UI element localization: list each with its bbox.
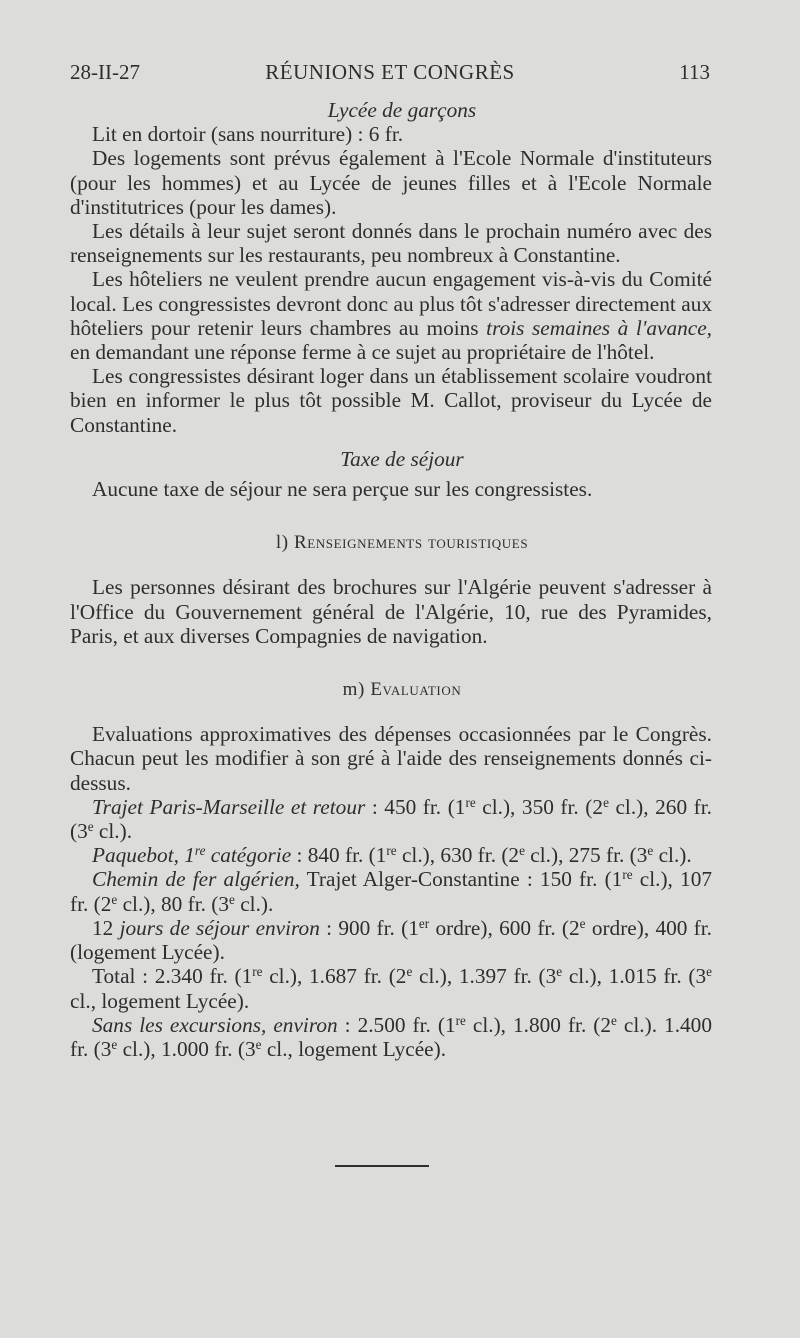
lycee-heading: Lycée de garçons (327, 98, 477, 122)
line-chemin-de-fer: Chemin de fer algérien, Trajet Alger-Constantine : 150 fr. (1re cl.), 107 fr. (2e cl.), 80 fr. (3e cl.). (70, 867, 712, 916)
trajet-label: Trajet Paris-Marseille et retour (92, 794, 366, 819)
chemin-label: Chemin de fer algérien, (92, 867, 300, 892)
header-title: RÉUNIONS ET CONGRÈS (265, 60, 515, 84)
running-header (70, 60, 710, 94)
lycee-price-line: Lit en dortoir (sans nourriture) : 6 fr. (92, 122, 404, 147)
evaluation-title: Evaluation (370, 679, 462, 701)
sans-label: Sans les excursions, environ (92, 1012, 338, 1037)
page-number: 113 (679, 60, 710, 84)
renseignements-prefix: l) (275, 532, 289, 554)
paragraph-hoteliers (70, 267, 712, 364)
hoteliers-emphasis: trois semaines à l'avance, (486, 315, 712, 340)
evaluation-prefix: m) (342, 679, 365, 701)
renseignements-text: Les personnes désirant des brochures sur l'Algérie peuvent s'adresser à l'Office du Gouvernement général de l'Algérie, 10, rue des Pyramides, Paris, et aux diverses Compagnies de navigation. (70, 575, 712, 648)
line-total: Total : 2.340 fr. (1re cl.), 1.687 fr. (2e cl.), 1.397 fr. (3e cl.), 1.015 fr. (3e cl., logement Lycée). (70, 964, 712, 1013)
header-date: 28-II-27 (70, 60, 140, 84)
hoteliers-text-b: en demandant une réponse ferme à ce sujet au propriétaire de l'hôtel. (70, 340, 655, 365)
renseignements-heading (70, 531, 712, 555)
line-sans-excursions: Sans les excursions, environ : 2.500 fr. (1re cl.), 1.800 fr. (2e cl.). 1.400 fr. (3e cl.), 1.000 fr. (3e cl., logement Lycée). (70, 1012, 712, 1061)
paquebot-label: Paquebot, 1re catégorie (92, 843, 292, 868)
evaluation-intro: Evaluations approximatives des dépenses occasionnées par le Congrès. Chacun peut les modifier à son gré à l'aide des renseignements donnés ci-dessus. (70, 722, 712, 795)
line-paquebot: Paquebot, 1re catégorie : 840 fr. (1re cl.), 630 fr. (2e cl.), 275 fr. (3e cl.). (92, 843, 692, 868)
line-trajet: Trajet Paris-Marseille et retour : 450 fr. (1re cl.), 350 fr. (2e cl.), 260 fr. (3e cl.). (70, 794, 712, 844)
line-jours-sejour: 12 jours de séjour environ : 900 fr. (1er ordre), 600 fr. (2e ordre), 400 fr. (logement Lycée). (70, 915, 713, 965)
paragraph-details: Les détails à leur sujet seront donnés dans le prochain numéro avec des renseignements sur les restaurants, peu nombreux à Constantine. (70, 219, 712, 268)
taxe-text: Aucune taxe de séjour ne sera perçue sur les congressistes. (92, 477, 593, 502)
page-body (70, 98, 712, 1061)
closing-rule (335, 1165, 429, 1167)
taxe-heading: Taxe de séjour (340, 446, 464, 471)
jours-label: jours de séjour environ (119, 915, 320, 940)
hoteliers-text-a: Les hôteliers ne veulent prendre aucun engagement vis-à-vis du Comité local. Les congressistes devront donc au plus tôt s'adresser directement aux hôteliers pour retenir leurs chambres au moins (70, 267, 712, 340)
renseignements-title: Renseignements touristiques (294, 532, 529, 554)
paragraph-etablissement: Les congressistes désirant loger dans un établissement scolaire voudront bien en informer le plus tôt possible M. Callot, proviseur du Lycée de Constantine. (70, 364, 712, 437)
evaluation-heading (70, 678, 712, 702)
paragraph-logements: Des logements sont prévus également à l'Ecole Normale d'instituteurs (pour les hommes) et au Lycée de jeunes filles et à l'Ecole Normale d'institutrices (pour les dames). (70, 146, 712, 219)
